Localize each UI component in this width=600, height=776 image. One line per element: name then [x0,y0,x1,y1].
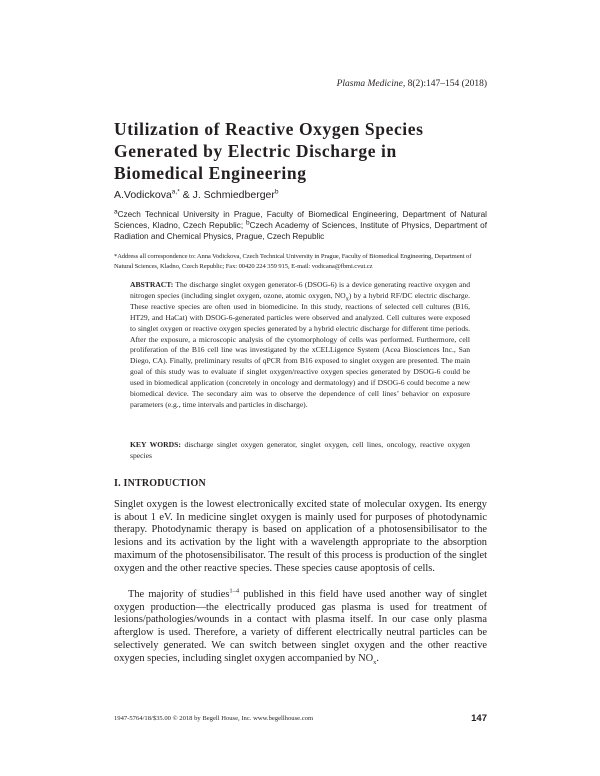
abstract [130,280,470,411]
abstract-text-1: The discharge singlet oxygen generator-6 (DSOG-6) is a device generating reactive oxygen and nitrogen species (including singlet oxygen, ozone, atomic oxygen, NO [130,280,470,300]
intro-paragraph-1: Singlet oxygen is the lowest electronically excited state of molecular oxygen. Its energy is about 1 eV. In medicine singlet oxygen is mainly used for purposes of photodynamic therapy. Photodynamic therapy is based on application of a photosensibilisator to the lesions and its activation by the light with a wavelength appropriate to the absorption maximum of the photosensibilisator. The result of this process is production of the singlet oxygen and the other reactive species. These species cause apoptosis of cells. [114,499,487,574]
affiliation-b: Czech Academy of Sciences, Institute of Physics, Department of Radiation and Chemical Physics, Prague, Czech Republic [114,221,487,241]
affiliation-a-marker: a [114,208,118,216]
intro-p2-end: . [376,652,379,664]
intro-p2-middle: published in this field have used another way of singlet oxygen production—the electrically produced gas plasma is used for treatment of lesions/pathologies/wounds in a contact with plasma itself. In our case only plasma afterglow is used. Therefore, a variety of different electrically neutral particles can be selectively generated. We can switch between singlet oxygen and the other reactive oxygen species, including singlet oxygen accompanied by NO [114,589,487,664]
author-1-affiliation-marker: a,* [171,188,180,196]
intro-p2-start: The majority of studies [128,589,230,600]
affiliation-b-marker: b [245,219,250,227]
keywords [130,440,470,462]
correspondence-text: Address all correspondence to: Anna Vodickova, Czech Technical University in Prague, Faculty of Biomedical Engineering, Department of Natural Sciences, Kladno, Czech Republic; Fax: 00420 224 359 915, E-mail: vodicana@fbmi.cvut.cz [114,253,472,270]
paper-title: Utilization of Reactive Oxygen Species Generated by Electric Discharge in Biomedical Engineering [114,119,424,183]
section-heading-introduction: I. INTRODUCTION [114,478,206,489]
author-line [114,189,279,201]
page-number: 147 [471,713,487,724]
journal-citation [337,79,487,89]
author-2-affiliation-marker: b [274,188,279,196]
journal-volume-pages: , 8(2):147–154 (2018) [402,79,487,89]
keywords-label: KEY WORDS: [130,440,181,449]
abstract-text-2: ) by a hybrid RF/DC electric discharge. These reactive species are often used in biomedicine. In this study, reactions of selected cell cultures (B16, HT29, and HaCat) with DSOG-6-generated particles were observed and analyzed. Cell cultures were exposed to singlet oxygen or reactive oxygen species generated by a hybrid electric discharge for different time periods. After the exposure, a microscopic analysis of the cytomorphology of cells was performed. Furthermore, cell proliferation of the B16 cell line was investigated by the xCELLigence System (Acea Biosciences Inc., San Diego, CA). Finally, preliminary results of qPCR from B16 exposed to singlet oxygen are presented. The main goal of this study was to evaluate if singlet oxygen/reactive oxygen species generated by DSOG-6 could be used in biomedical application (concretely in oncology and dermatology) and if DSOG-6 could become a new biomedical device. The secondary aim was to observe the dependence of cell lines’ behavior on exposure parameters (e.g., time intervals and particles in discharge). [130,290,470,409]
citation-reference: 1–4 [229,587,240,595]
correspondence-note [114,252,489,272]
author-2: & J. Schmiedberger [179,189,275,201]
abstract-subscript: x [345,295,349,303]
intro-p2-subscript: x [373,658,377,666]
affiliation-a: Czech Technical University in Prague, Faculty of Biomedical Engineering, Department of Natural Sciences, Kladno, Czech Republic; [114,210,487,230]
author-1: A.Vodickova [114,189,172,201]
intro-paragraph-2 [114,589,487,665]
abstract-label: ABSTRACT: [130,280,174,289]
keywords-text: discharge singlet oxygen generator, singlet oxygen, cell lines, oncology, reactive oxygen species [130,440,470,460]
footer-issn: 1947-5764/18/$35.00 © 2018 by Begell House, Inc. www.begellhouse.com [114,715,314,722]
journal-name: Plasma Medicine [336,79,403,89]
affiliations [114,209,487,242]
correspondence-marker: * [114,253,118,260]
